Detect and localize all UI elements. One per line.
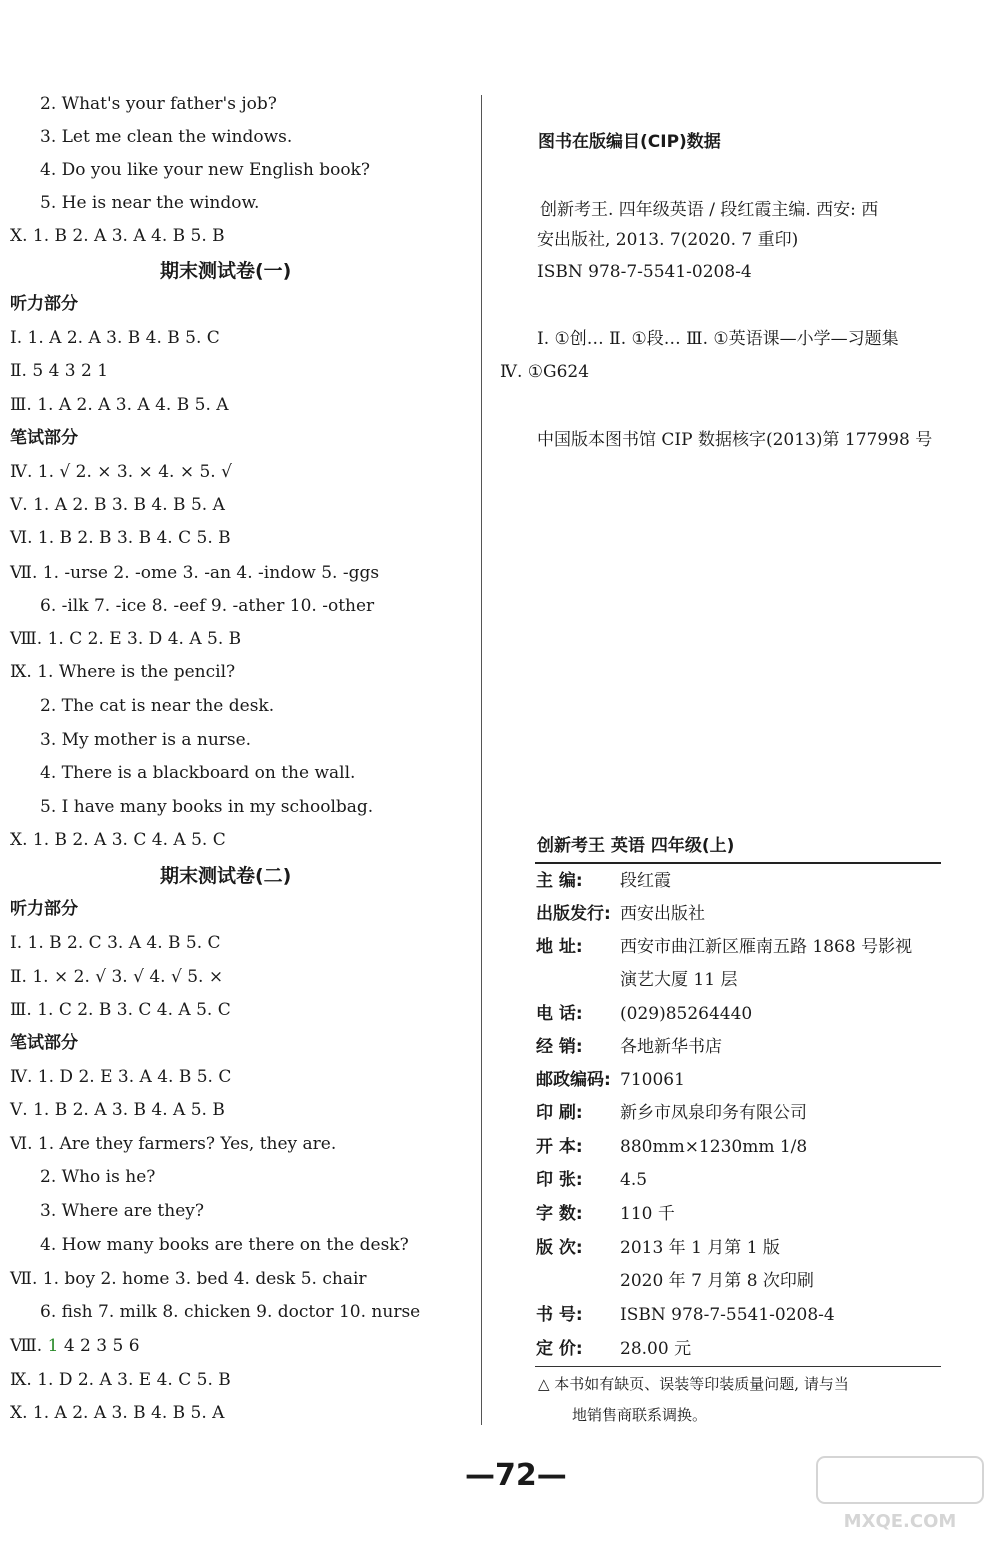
answer-line: 6. fish 7. milk 8. chicken 9. doctor 10. nurse	[40, 1302, 421, 1322]
divider	[535, 862, 941, 864]
imprint-row	[536, 873, 671, 890]
imprint-label: 电 话:	[536, 1004, 583, 1024]
imprint-label: 主 编:	[536, 871, 583, 891]
answer-line: 3. Where are they?	[40, 1201, 204, 1221]
answer-line: Ⅳ. 1. √ 2. × 3. × 4. × 5. √	[10, 462, 232, 482]
answer-line: 3. Let me clean the windows.	[40, 127, 293, 147]
answer-line: Ⅰ. 1. A 2. A 3. B 4. B 5. C	[10, 328, 220, 348]
imprint-row	[536, 972, 737, 989]
imprint-value: 新乡市凤泉印务有限公司	[620, 1103, 807, 1123]
imprint-row	[536, 1039, 722, 1056]
watermark-logo	[815, 1455, 985, 1535]
imprint-row	[536, 1341, 691, 1358]
notice-text: △ 本书如有缺页、误装等印装质量问题, 请与当	[538, 1375, 849, 1393]
imprint-label: 定 价:	[536, 1339, 583, 1359]
imprint-value: ISBN 978-7-5541-0208-4	[620, 1305, 835, 1325]
imprint-value: 演艺大厦 11 层	[620, 970, 738, 990]
watermark-frame	[817, 1457, 983, 1503]
answer-line: Ⅱ. 1. × 2. √ 3. √ 4. √ 5. ×	[10, 967, 224, 987]
cip-text: 安出版社, 2013. 7(2020. 7 重印)	[537, 230, 799, 250]
imprint-value: 880mm×1230mm 1/8	[620, 1137, 808, 1157]
imprint-value: 110 千	[620, 1204, 675, 1224]
answer-line: Ⅲ. 1. C 2. B 3. C 4. A 5. C	[10, 1000, 231, 1020]
answer-line: 3. My mother is a nurse.	[40, 730, 252, 750]
written-label: 笔试部分	[10, 1033, 78, 1053]
answer-line: Ⅰ. 1. B 2. C 3. A 4. B 5. C	[10, 933, 221, 953]
answer-line: Ⅸ. 1. D 2. A 3. E 4. C 5. B	[10, 1370, 231, 1390]
imprint-label: 印 刷:	[536, 1103, 583, 1123]
imprint-value: 西安出版社	[620, 904, 705, 924]
imprint-row	[536, 1072, 685, 1089]
imprint-label: 字 数:	[536, 1204, 583, 1224]
cip-classification: Ⅳ. ①G624	[500, 362, 590, 382]
answer-line: Ⅲ. 1. A 2. A 3. A 4. B 5. A	[10, 395, 229, 415]
answer-line: 5. I have many books in my schoolbag.	[40, 797, 374, 817]
imprint-value: 2020 年 7 月第 8 次印刷	[620, 1271, 814, 1291]
answer-prefix: Ⅷ.	[10, 1336, 48, 1356]
imprint-value: 段红霞	[620, 871, 671, 891]
imprint-label: 邮政编码:	[536, 1070, 611, 1090]
imprint-row	[536, 1273, 814, 1290]
answer-line: 4. How many books are there on the desk?	[40, 1235, 409, 1255]
imprint-label: 版 次:	[536, 1238, 583, 1258]
listening-label: 听力部分	[10, 294, 78, 314]
book-title: 创新考王 英语 四年级(上)	[537, 836, 735, 856]
imprint-value: 4.5	[620, 1170, 648, 1190]
imprint-label: 地 址:	[536, 937, 583, 957]
imprint-value: 2013 年 1 月第 1 版	[620, 1238, 780, 1258]
cip-verify: 中国版本图书馆 CIP 数据核字(2013)第 177998 号	[537, 430, 933, 450]
answer-line	[10, 1338, 140, 1355]
imprint-row	[536, 1105, 807, 1122]
answer-line: 4. There is a blackboard on the wall.	[40, 763, 356, 783]
answer-line: Ⅹ. 1. A 2. A 3. B 4. B 5. A	[10, 1403, 225, 1423]
answer-highlight: 1	[47, 1336, 59, 1356]
answer-rest: 4 2 3 5 6	[58, 1336, 140, 1356]
exam1-title: 期末测试卷(一)	[160, 260, 292, 282]
imprint-value: 各地新华书店	[620, 1037, 722, 1057]
imprint-label: 开 本:	[536, 1137, 583, 1157]
imprint-value: 西安市曲江新区雁南五路 1868 号影视	[620, 937, 913, 957]
imprint-label: 经 销:	[536, 1037, 583, 1057]
page-number: —72—	[465, 1458, 567, 1493]
imprint-label: 出版发行:	[536, 904, 611, 924]
answer-line: Ⅶ. 1. -urse 2. -ome 3. -an 4. -indow 5. -ggs	[10, 563, 380, 583]
cip-classification: Ⅰ. ①创… Ⅱ. ①段… Ⅲ. ①英语课—小学—习题集	[537, 329, 899, 349]
imprint-value: 28.00 元	[620, 1339, 692, 1359]
imprint-row	[536, 906, 705, 923]
answer-line: Ⅹ. 1. B 2. A 3. C 4. A 5. C	[10, 830, 226, 850]
watermark-text: MXQE.COM	[843, 1511, 957, 1532]
answer-line: 2. Who is he?	[40, 1167, 156, 1187]
answer-line: 6. -ilk 7. -ice 8. -eef 9. -ather 10. -other	[40, 596, 375, 616]
imprint-row	[536, 1307, 835, 1324]
written-label: 笔试部分	[10, 428, 78, 448]
imprint-row	[536, 1172, 647, 1189]
imprint-row	[536, 1206, 675, 1223]
answer-line: Ⅴ. 1. A 2. B 3. B 4. B 5. A	[10, 495, 225, 515]
answer-line: Ⅴ. 1. B 2. A 3. B 4. A 5. B	[10, 1100, 225, 1120]
answer-line: 4. Do you like your new English book?	[40, 160, 370, 180]
imprint-row	[536, 1240, 780, 1257]
divider	[535, 1366, 941, 1367]
cip-title: 图书在版编目(CIP)数据	[538, 132, 721, 152]
answer-line: Ⅸ. 1. Where is the pencil?	[10, 662, 236, 682]
imprint-row	[536, 939, 912, 956]
answer-line: 5. He is near the window.	[40, 193, 260, 213]
answer-line: Ⅹ. 1. B 2. A 3. A 4. B 5. B	[10, 226, 225, 246]
answer-line: Ⅵ. 1. Are they farmers? Yes, they are.	[10, 1134, 337, 1154]
answer-line: 2. What's your father's job?	[40, 94, 277, 114]
column-divider	[481, 95, 482, 1425]
imprint-label: 印 张:	[536, 1170, 583, 1190]
answer-line: 2. The cat is near the desk.	[40, 696, 275, 716]
cip-text: 创新考王. 四年级英语 / 段红霞主编. 西安: 西	[540, 200, 879, 220]
answer-line: Ⅷ. 1. C 2. E 3. D 4. A 5. B	[10, 629, 242, 649]
imprint-row	[536, 1139, 807, 1156]
cip-isbn: ISBN 978-7-5541-0208-4	[537, 262, 752, 282]
imprint-row	[536, 1006, 752, 1023]
answer-line: Ⅵ. 1. B 2. B 3. B 4. C 5. B	[10, 528, 231, 548]
answer-line: Ⅱ. 5 4 3 2 1	[10, 361, 109, 381]
imprint-label: 书 号:	[536, 1305, 583, 1325]
exam2-title: 期末测试卷(二)	[160, 865, 292, 887]
answer-line: Ⅳ. 1. D 2. E 3. A 4. B 5. C	[10, 1067, 232, 1087]
listening-label: 听力部分	[10, 899, 78, 919]
answer-line: Ⅶ. 1. boy 2. home 3. bed 4. desk 5. chair	[10, 1269, 367, 1289]
imprint-value: 710061	[620, 1070, 685, 1090]
imprint-value: (029)85264440	[620, 1004, 753, 1024]
notice-text: 地销售商联系调换。	[572, 1406, 708, 1424]
